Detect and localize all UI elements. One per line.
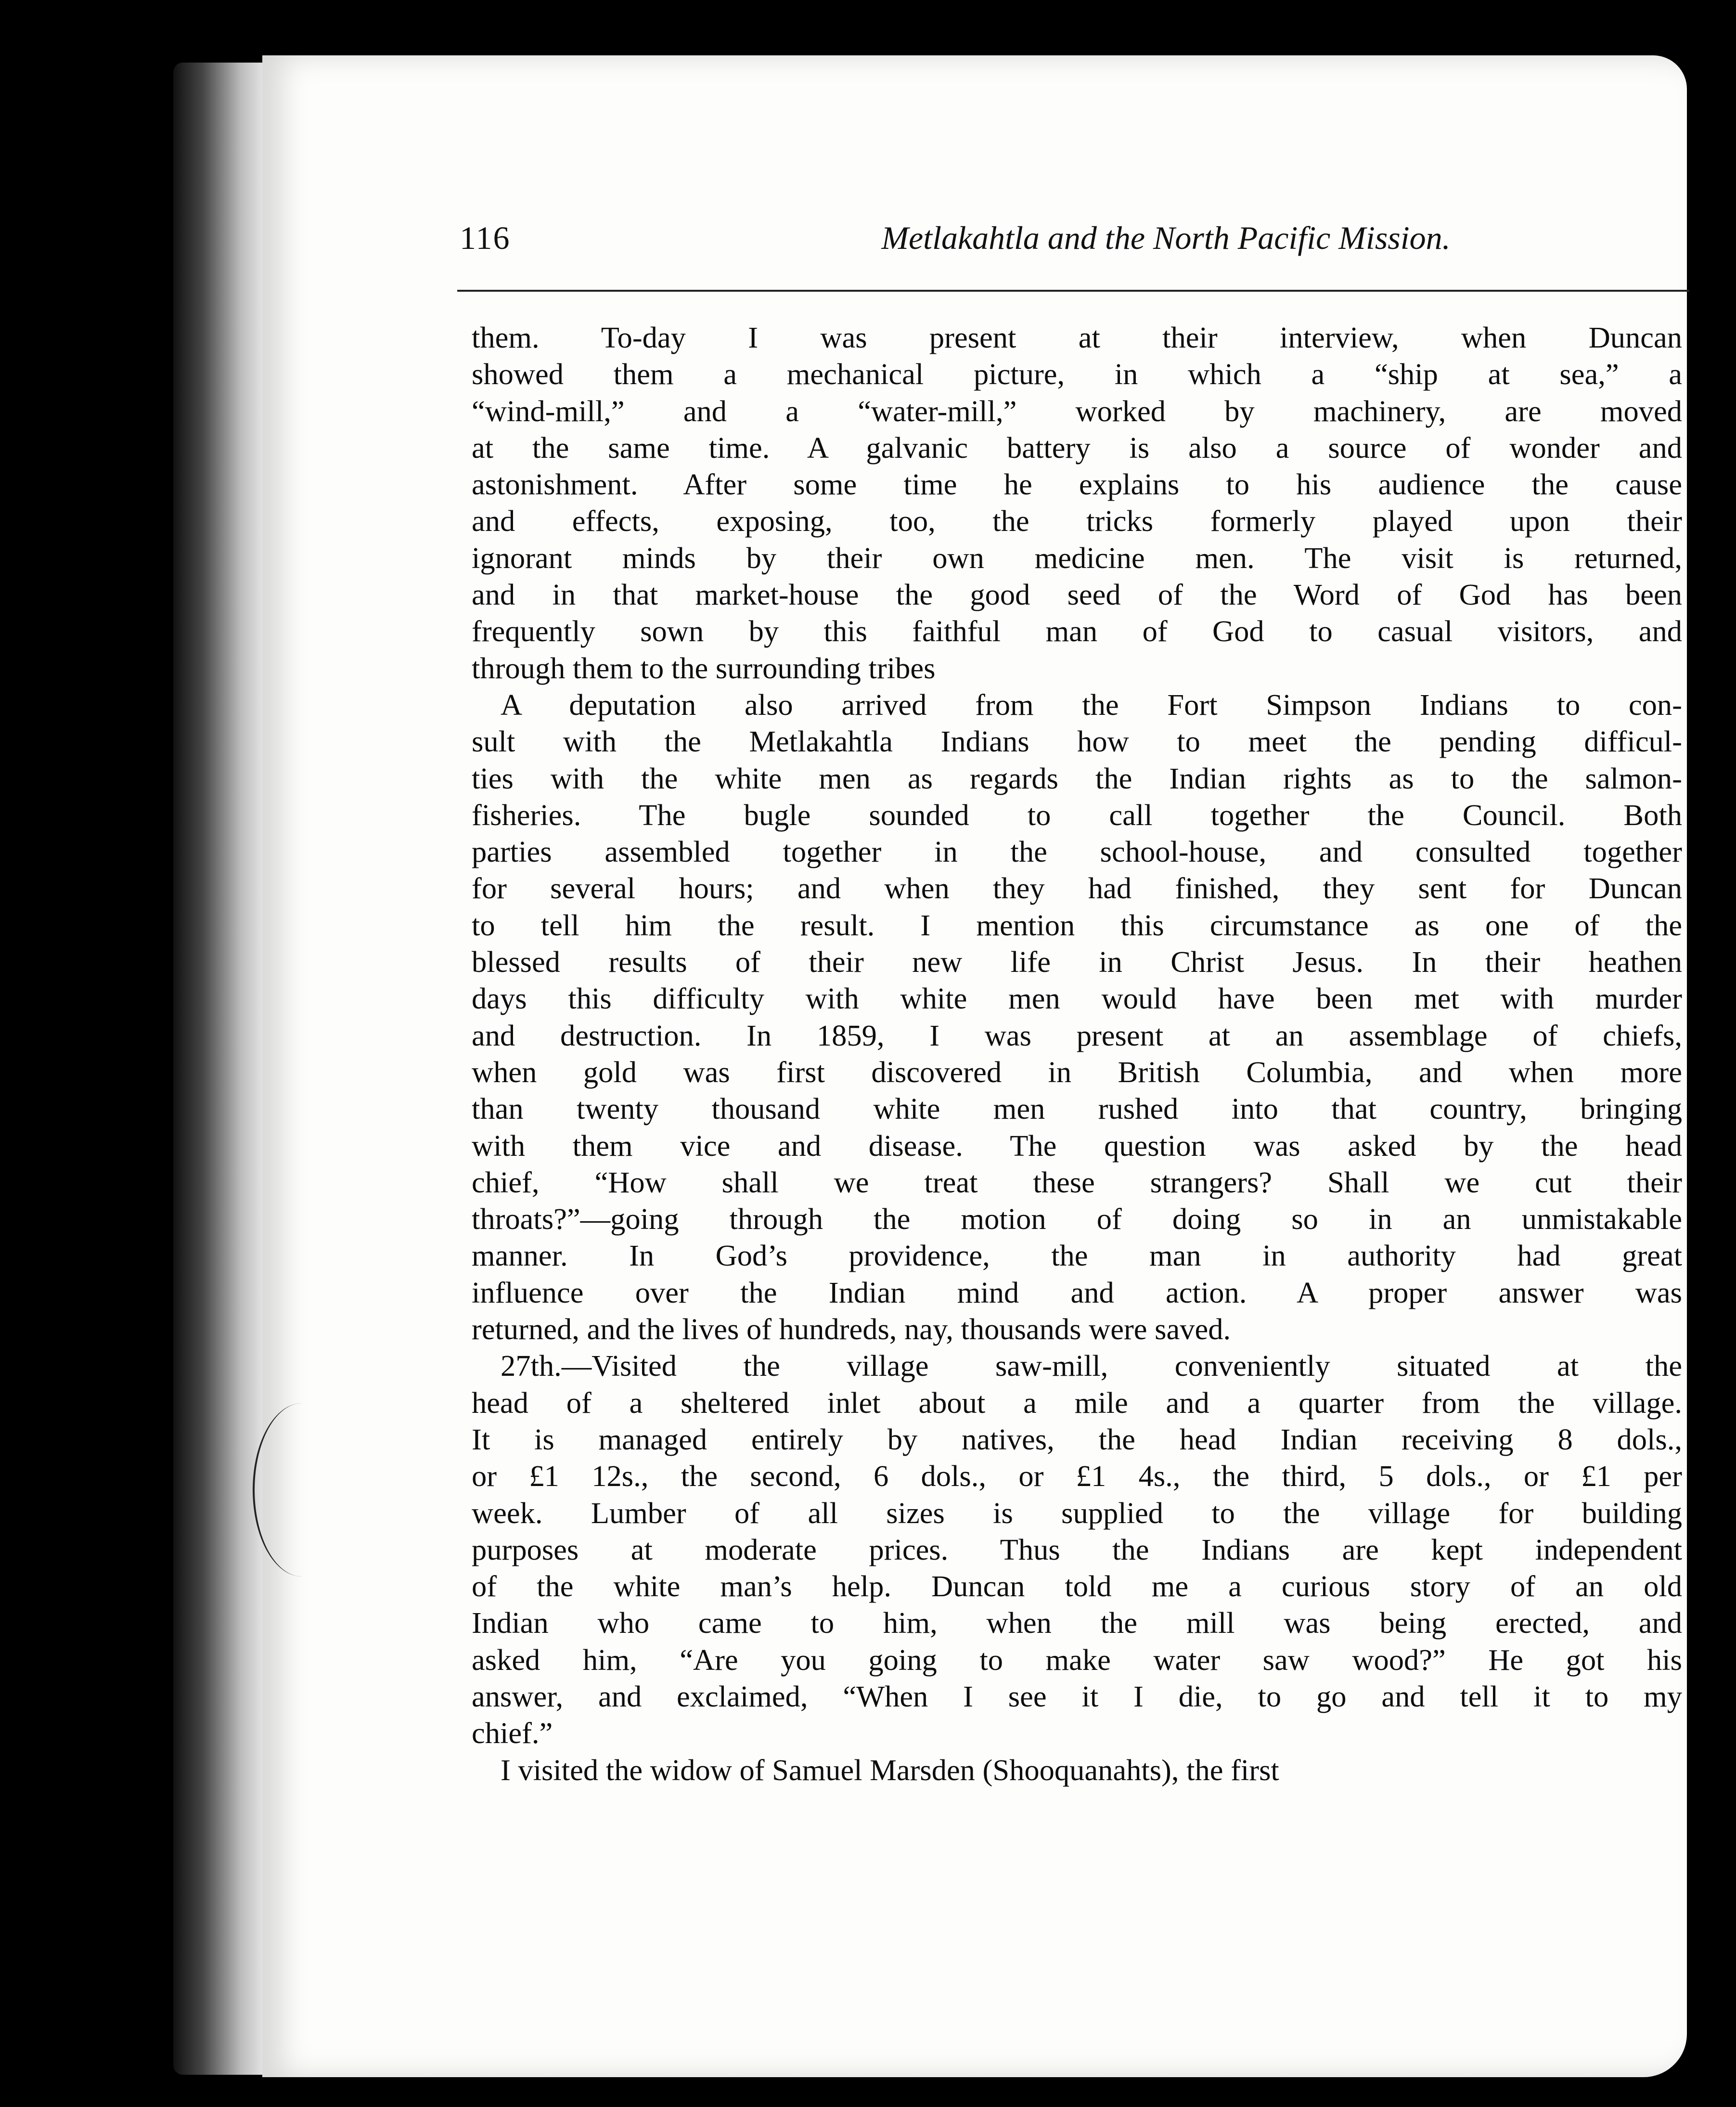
- text-line: influence over the Indian mind and action. A proper answer was: [472, 1275, 1682, 1309]
- text-line: at the same time. A galvanic battery is also a source of wonder and: [472, 430, 1682, 465]
- text-line: chief, “How shall we treat these strangers? Shall we cut their: [472, 1165, 1682, 1199]
- book-page: [262, 55, 1687, 2077]
- paragraph: [472, 1752, 1682, 1788]
- text-line: parties assembled together in the school-house, and consulted together: [472, 835, 1682, 869]
- text-line: days this difficulty with white men would have been met with murder: [472, 982, 1682, 1016]
- text-line: and destruction. In 1859, I was present at an assemblage of chiefs,: [472, 1018, 1682, 1052]
- text-line: 27th.—Visited the village saw-mill, conveniently situated at the: [501, 1349, 1682, 1383]
- text-line: throats?”—going through the motion of doing so in an unmistakable: [472, 1202, 1682, 1236]
- text-line: frequently sown by this faithful man of God to casual visitors, and: [472, 614, 1682, 648]
- paragraph: [472, 1347, 1682, 1751]
- pencil-margin-mark: [253, 1403, 351, 1577]
- text-line: astonishment. After some time he explains to his audience the cause: [472, 467, 1682, 502]
- body-text: [472, 319, 1682, 1788]
- text-line: of the white man’s help. Duncan told me a curious story of an old: [472, 1569, 1682, 1603]
- text-line: showed them a mechanical picture, in which a “ship at sea,” a: [472, 357, 1682, 391]
- text-line: “wind-mill,” and a “water-mill,” worked by machinery, are moved: [472, 394, 1682, 428]
- text-line: when gold was first discovered in British Columbia, and when more: [472, 1055, 1682, 1089]
- paragraph: [472, 686, 1682, 1347]
- text-line: It is managed entirely by natives, the head Indian receiving 8 dols.,: [472, 1422, 1682, 1456]
- text-line: head of a sheltered inlet about a mile and a quarter from the village.: [472, 1385, 1682, 1420]
- text-line: ties with the white men as regards the Indian rights as to the salmon-: [472, 761, 1682, 795]
- text-line: purposes at moderate prices. Thus the Indians are kept independent: [472, 1532, 1682, 1566]
- text-line: returned, and the lives of hundreds, nay, thousands were saved.: [472, 1312, 1231, 1346]
- text-line: week. Lumber of all sizes is supplied to the village for building: [472, 1496, 1682, 1530]
- text-line: manner. In God’s providence, the man in authority had great: [472, 1239, 1682, 1273]
- text-line: and effects, exposing, too, the tricks formerly played upon their: [472, 504, 1682, 538]
- text-line: and in that market-house the good seed of the Word of God has been: [472, 578, 1682, 612]
- text-line: asked him, “Are you going to make water saw wood?” He got his: [472, 1642, 1682, 1677]
- header-rule: [457, 290, 1689, 292]
- text-line: blessed results of their new life in Christ Jesus. In their heathen: [472, 945, 1682, 979]
- text-line: ignorant minds by their own medicine men. The visit is returned,: [472, 541, 1682, 575]
- text-line: I visited the widow of Samuel Marsden (Shooquanahts), the first: [501, 1753, 1279, 1787]
- running-head: [460, 219, 1689, 277]
- text-line: answer, and exclaimed, “When I see it I die, to go and tell it to my: [472, 1679, 1682, 1713]
- text-line: Indian who came to him, when the mill was being erected, and: [472, 1606, 1682, 1640]
- text-line: with them vice and disease. The question was asked by the head: [472, 1128, 1682, 1163]
- text-line: sult with the Metlakahtla Indians how to meet the pending difficul-: [472, 724, 1682, 759]
- text-line: through them to the surrounding tribes: [472, 651, 936, 685]
- text-line: for several hours; and when they had finished, they sent for Duncan: [472, 871, 1682, 905]
- page-gutter-shadow: [173, 63, 270, 2075]
- text-line: A deputation also arrived from the Fort Simpson Indians to con-: [501, 687, 1682, 722]
- page-number: 116: [460, 220, 511, 256]
- text-line: fisheries. The bugle sounded to call together the Council. Both: [472, 798, 1682, 832]
- paragraph: [472, 319, 1682, 686]
- text-line: chief.”: [472, 1716, 553, 1750]
- text-line: than twenty thousand white men rushed into that country, bringing: [472, 1092, 1682, 1126]
- text-line: them. To-day I was present at their interview, when Duncan: [472, 321, 1682, 354]
- text-line: or £1 12s., the second, 6 dols., or £1 4s., the third, 5 dols., or £1 per: [472, 1459, 1682, 1493]
- text-line: to tell him the result. I mention this circumstance as one of the: [472, 908, 1682, 942]
- running-title: Metlakahtla and the North Pacific Mission.: [881, 220, 1451, 256]
